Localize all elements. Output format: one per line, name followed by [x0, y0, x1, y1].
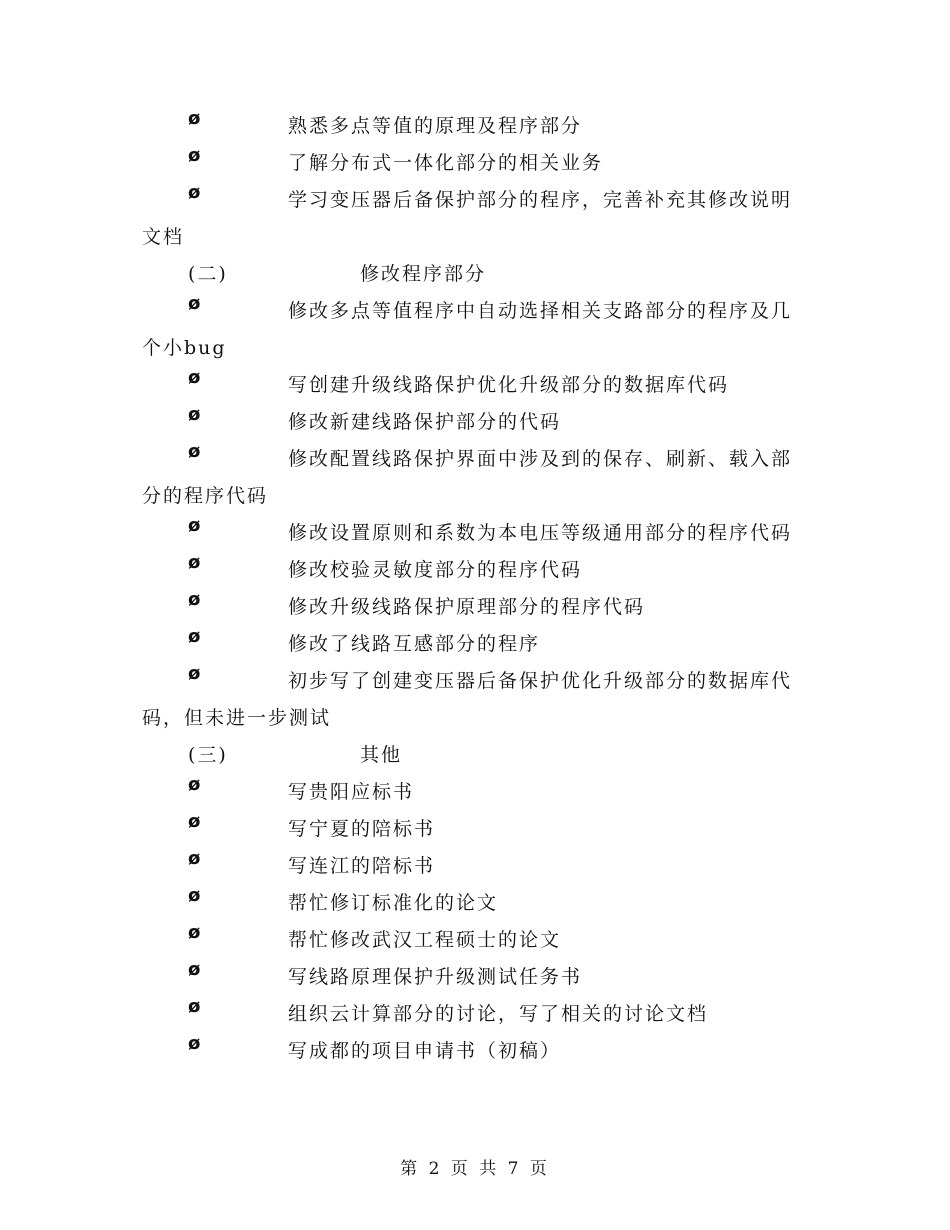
list-item [142, 959, 810, 996]
list-item [142, 367, 810, 404]
list-item-text: 写贵阳应标书 [288, 781, 415, 803]
bullet-icon: ø [188, 922, 201, 943]
bullet-icon: ø [188, 663, 201, 684]
bullet-icon: ø [188, 774, 201, 795]
list-item-text: 写成都的项目申请书（初稿） [288, 1040, 562, 1062]
list-item [142, 515, 810, 552]
bullet-icon: ø [188, 404, 201, 425]
list-item-text: 了解分布式一体化部分的相关业务 [288, 152, 604, 174]
section-title: 修改程序部分 [360, 263, 487, 285]
list-item-text: 修改校验灵敏度部分的程序代码 [288, 559, 583, 581]
list-item-text: 写宁夏的陪标书 [288, 818, 436, 840]
bullet-icon: ø [188, 441, 201, 462]
list-item-text: 帮忙修改武汉工程硕士的论文 [288, 929, 562, 951]
bullet-icon: ø [188, 589, 201, 610]
list-item-text: 修改设置原则和系数为本电压等级通用部分的程序代码 [288, 522, 793, 544]
section-heading [142, 256, 810, 293]
section-heading [142, 737, 810, 774]
bullet-icon: ø [188, 885, 201, 906]
list-item [142, 848, 810, 885]
bullet-icon: ø [188, 959, 201, 980]
list-item [142, 811, 810, 848]
bullet-icon: ø [188, 293, 201, 314]
list-item [142, 552, 810, 589]
list-item [142, 589, 810, 626]
list-item-text: 帮忙修订标准化的论文 [288, 892, 499, 914]
list-item-text: 组织云计算部分的讨论，写了相关的讨论文档 [288, 1003, 709, 1025]
bullet-icon: ø [188, 182, 201, 203]
section-number: (三) [188, 744, 228, 766]
bullet-icon: ø [188, 996, 201, 1017]
list-item [142, 182, 810, 256]
list-item-text: 初步写了创建变压器后备保护优化升级部分的数据库代码，但未进一步测试 [142, 670, 793, 729]
bullet-icon: ø [188, 108, 201, 129]
list-item [142, 441, 810, 515]
list-item-text: 修改升级线路保护原理部分的程序代码 [288, 596, 646, 618]
bullet-icon: ø [188, 626, 201, 647]
page-content [142, 108, 810, 1070]
list-item [142, 626, 810, 663]
section-title: 其他 [360, 744, 403, 766]
list-item [142, 293, 810, 367]
list-item-text: 写连江的陪标书 [288, 855, 436, 877]
bullet-icon: ø [188, 515, 201, 536]
list-item-text: 写线路原理保护升级测试任务书 [288, 966, 583, 988]
section-number: (二) [188, 263, 228, 285]
list-item [142, 145, 810, 182]
list-item-text: 修改了线路互感部分的程序 [288, 633, 541, 655]
bullet-icon: ø [188, 145, 201, 166]
bullet-icon: ø [188, 367, 201, 388]
page-footer: 第 2 页 共 7 页 [400, 1159, 550, 1179]
list-item [142, 108, 810, 145]
list-item [142, 663, 810, 737]
bullet-icon: ø [188, 848, 201, 869]
bullet-icon: ø [188, 1033, 201, 1054]
list-item [142, 404, 810, 441]
list-item-text: 修改多点等值程序中自动选择相关支路部分的程序及几个小bug [142, 300, 793, 359]
list-item [142, 1033, 810, 1070]
list-item-text: 学习变压器后备保护部分的程序，完善补充其修改说明文档 [142, 189, 793, 248]
list-item-text: 修改新建线路保护部分的代码 [288, 411, 562, 433]
bullet-icon: ø [188, 552, 201, 573]
list-item [142, 996, 810, 1033]
list-item [142, 885, 810, 922]
list-item-text: 写创建升级线路保护优化升级部分的数据库代码 [288, 374, 730, 396]
bullet-icon: ø [188, 811, 201, 832]
list-item-text: 修改配置线路保护界面中涉及到的保存、刷新、载入部分的程序代码 [142, 448, 793, 507]
list-item [142, 774, 810, 811]
list-item-text: 熟悉多点等值的原理及程序部分 [288, 115, 583, 137]
list-item [142, 922, 810, 959]
